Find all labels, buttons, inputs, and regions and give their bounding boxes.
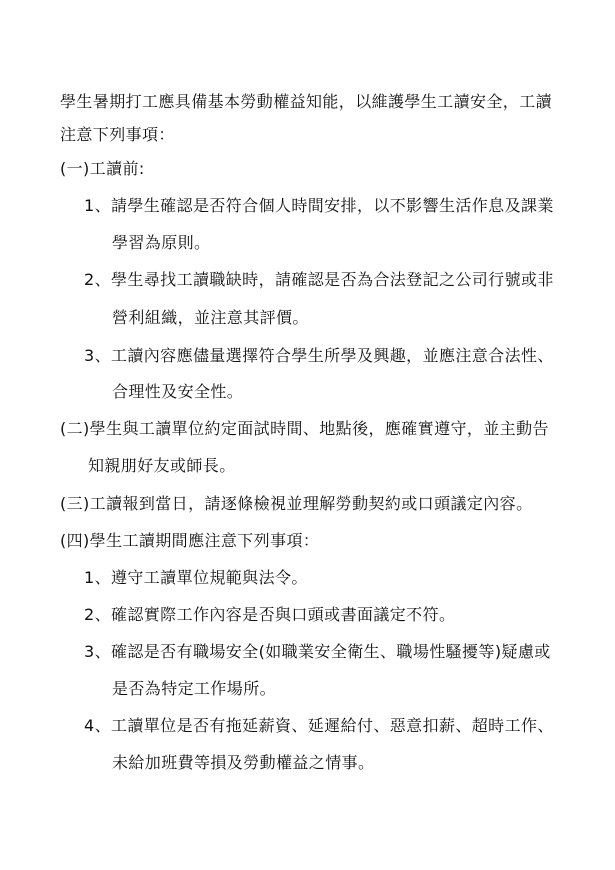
section1-heading: (一)工讀前: bbox=[60, 159, 145, 178]
section2-line1: (二)學生與工讀單位約定面試時間、地點後，應確實遵守，並主動告 bbox=[60, 419, 549, 438]
section4-item3-line2: 是否為特定工作場所。 bbox=[112, 679, 277, 698]
intro-line-2: 注意下列事項： bbox=[60, 125, 175, 144]
section4-item2-line1: 2、確認實際工作內容是否與口頭或書面議定不符。 bbox=[84, 605, 456, 624]
section1-item3-line1: 3、工讀內容應儘量選擇符合學生所學及興趣，並應注意合法性、 bbox=[84, 346, 554, 365]
section4-heading: (四)學生工讀期間應注意下列事項： bbox=[60, 531, 320, 550]
section4-item3-line1: 3、確認是否有職場安全(如職業安全衛生、職場性騷擾等)疑慮或 bbox=[84, 642, 551, 661]
section1-item2-line1: 2、學生尋找工讀職缺時，請確認是否為合法登記之公司行號或非 bbox=[84, 270, 554, 289]
section4-item1-line1: 1、遵守工讀單位規範與法令。 bbox=[84, 568, 308, 587]
section1-item1-line1: 1、請學生確認是否符合個人時間安排，以不影響生活作息及課業 bbox=[84, 196, 554, 215]
section3-line1: (三)工讀報到當日，請逐條檢視並理解勞動契約或口頭議定內容。 bbox=[60, 494, 533, 513]
section4-item4-line2: 未給加班費等損及勞動權益之情事。 bbox=[112, 753, 375, 772]
section1-item1-line2: 學習為原則。 bbox=[112, 233, 211, 252]
section2-line2: 知親朋好友或師長。 bbox=[88, 456, 236, 475]
intro-line-1: 學生暑期打工應具備基本勞動權益知能，以維護學生工讀安全，工讀 bbox=[60, 92, 553, 111]
section1-item2-line2: 營利組織，並注意其評價。 bbox=[112, 308, 309, 327]
section4-item4-line1: 4、工讀單位是否有拖延薪資、延遲給付、惡意扣薪、超時工作、 bbox=[84, 716, 554, 735]
section1-item3-line2: 合理性及安全性。 bbox=[112, 382, 244, 401]
